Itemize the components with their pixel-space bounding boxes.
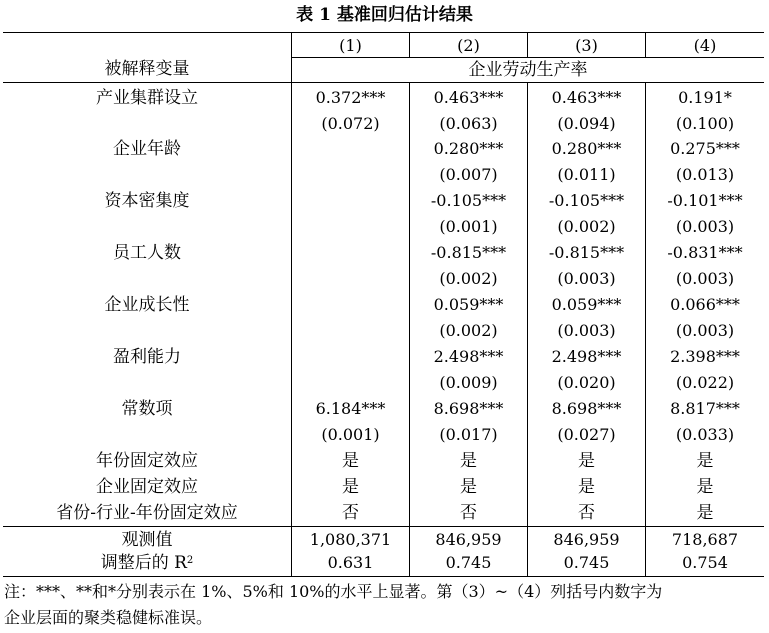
- fixed-effect-cell: 是: [696, 503, 714, 523]
- se-cell: (0.022): [675, 373, 735, 392]
- coef-cell: 8.817***: [670, 399, 740, 418]
- fixed-effect-cell: 是: [578, 477, 595, 497]
- row-label: 企业年龄: [113, 139, 181, 159]
- stat-label-r2: [3, 550, 291, 576]
- coef-cell: 2.498***: [551, 347, 622, 366]
- stat-cell: 0.754: [682, 553, 728, 572]
- row-label: 盈利能力: [113, 347, 181, 367]
- fixed-effect-cell: 是: [578, 451, 595, 471]
- table-title: 表 1 基准回归估计结果: [296, 5, 473, 25]
- se-cell: (0.009): [439, 373, 498, 392]
- column-header: (4): [693, 36, 717, 55]
- row-label: 员工人数: [113, 243, 181, 263]
- stat-cell: 846,959: [553, 530, 620, 549]
- row-label-title: 被解释变量: [104, 59, 190, 79]
- coef-cell: 0.066***: [670, 295, 740, 314]
- dependent-variable: 企业劳动生产率: [468, 60, 588, 80]
- row-label: 资本密集度: [104, 191, 190, 211]
- coef-cell: 0.463***: [551, 88, 622, 107]
- se-cell: (0.013): [675, 165, 735, 184]
- fixed-effect-cell: 否: [342, 503, 359, 523]
- se-cell: (0.072): [321, 114, 380, 133]
- stat-label: 观测值: [121, 530, 173, 550]
- coef-cell: 2.498***: [433, 347, 504, 366]
- se-cell: (0.063): [439, 114, 498, 133]
- stat-label: 调整后的 R: [100, 553, 187, 573]
- table-note-line1: 注：***、**和*分别表示在 1%、5%和 10%的水平上显著。第（3）~（4）列括号内数字为: [4, 582, 663, 601]
- superscript-2: 2: [186, 555, 194, 566]
- se-cell: (0.001): [439, 217, 498, 236]
- se-cell: (0.100): [675, 114, 735, 133]
- coef-cell: -0.815***: [430, 243, 507, 262]
- coef-cell: 0.191*: [678, 88, 732, 107]
- se-cell: [292, 318, 409, 344]
- stat-cell: 846,959: [435, 530, 502, 549]
- fixed-effect-cell: 是: [696, 477, 714, 497]
- se-cell: (0.003): [557, 269, 616, 288]
- fixed-effect-cell: 是: [342, 477, 359, 497]
- coef-cell: 0.372***: [315, 88, 386, 107]
- row-label: 常数项: [121, 399, 173, 419]
- coef-cell: 0.275***: [670, 139, 740, 158]
- fixed-effect-label: 年份固定效应: [96, 451, 198, 471]
- fixed-effect-label: 企业固定效应: [96, 477, 198, 497]
- se-cell: (0.002): [439, 321, 498, 340]
- coef-cell: -0.831***: [667, 243, 743, 262]
- coef-cell: -0.105***: [548, 191, 625, 210]
- se-cell: (0.002): [439, 269, 498, 288]
- fixed-effect-cell: 是: [460, 477, 477, 497]
- row-label: 企业成长性: [104, 295, 190, 315]
- coef-cell: 0.059***: [433, 295, 504, 314]
- se-cell: (0.020): [557, 373, 616, 392]
- se-cell: (0.003): [675, 217, 735, 236]
- coef-cell: 0.280***: [433, 139, 504, 158]
- coef-cell: 0.463***: [433, 88, 504, 107]
- column-header: (2): [457, 36, 480, 55]
- coef-cell: -0.101***: [667, 191, 743, 210]
- stat-cell: 0.745: [563, 553, 610, 572]
- coef-cell: 8.698***: [433, 399, 504, 418]
- coef-cell: 6.184***: [315, 399, 386, 418]
- stat-cell: 0.745: [445, 553, 492, 572]
- coef-cell: [292, 240, 409, 266]
- coef-cell: 0.059***: [551, 295, 622, 314]
- fixed-effect-cell: 是: [696, 451, 714, 471]
- stat-cell: 718,687: [671, 530, 739, 549]
- fixed-effect-cell: 是: [342, 451, 359, 471]
- coef-cell: -0.105***: [430, 191, 507, 210]
- se-cell: [292, 266, 409, 292]
- stat-cell: 0.631: [327, 553, 374, 572]
- fixed-effect-label: 省份-行业-年份固定效应: [56, 503, 238, 523]
- se-cell: (0.027): [557, 425, 616, 444]
- coef-cell: [292, 188, 409, 214]
- se-cell: [292, 162, 409, 188]
- se-cell: (0.002): [557, 217, 616, 236]
- coef-cell: 8.698***: [551, 399, 622, 418]
- coef-cell: [292, 292, 409, 318]
- se-cell: (0.094): [557, 114, 616, 133]
- table-note-line2: 企业层面的聚类稳健标准误。: [4, 608, 213, 627]
- column-header: (1): [339, 36, 362, 55]
- coef-cell: 0.280***: [551, 139, 622, 158]
- coef-cell: [292, 344, 409, 370]
- bottom-rule: [3, 576, 764, 577]
- se-cell: [292, 214, 409, 240]
- coef-cell: -0.815***: [548, 243, 625, 262]
- se-cell: (0.017): [439, 425, 498, 444]
- se-cell: (0.001): [321, 425, 380, 444]
- se-cell: (0.007): [439, 165, 498, 184]
- se-cell: (0.003): [675, 321, 735, 340]
- se-cell: [292, 370, 409, 396]
- coef-cell: 2.398***: [670, 347, 740, 366]
- row-label: 产业集群设立: [96, 88, 198, 108]
- fixed-effect-cell: 否: [460, 503, 477, 523]
- fixed-effect-cell: 否: [578, 503, 595, 523]
- column-header: (3): [575, 36, 598, 55]
- se-cell: (0.033): [675, 425, 735, 444]
- stat-cell: 1,080,371: [309, 530, 392, 549]
- coef-cell: [292, 136, 409, 162]
- fixed-effect-cell: 是: [460, 451, 477, 471]
- se-cell: (0.003): [675, 269, 735, 288]
- se-cell: (0.003): [557, 321, 616, 340]
- se-cell: (0.011): [557, 165, 616, 184]
